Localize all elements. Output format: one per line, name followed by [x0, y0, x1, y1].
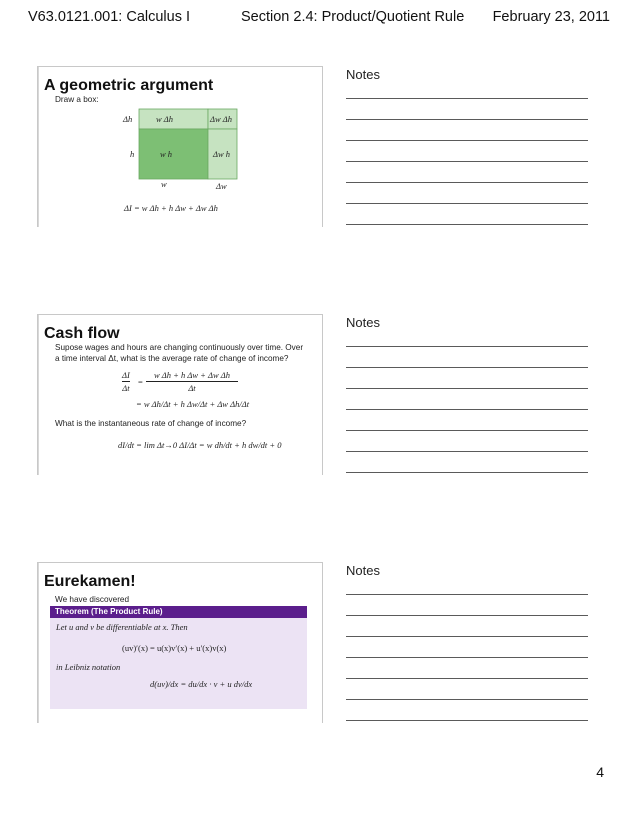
course-title: V63.0121.001: Calculus I: [28, 9, 191, 25]
row-label-dh: Δh: [123, 114, 133, 124]
average-rate-expanded: = w Δh/Δt + h Δw/Δt + Δw Δh/Δt: [136, 399, 250, 409]
note-line: [346, 720, 588, 721]
slide-intro: We have discovered: [55, 595, 130, 604]
note-line: [346, 346, 588, 347]
note-line: [346, 409, 588, 410]
fraction-average-rate: w Δh + h Δw + Δw Δh Δt: [146, 370, 238, 393]
theorem-hypothesis: Let u and v be differentiable at x. Then: [56, 622, 188, 632]
cell-label-dw-dh: Δw Δh: [210, 114, 233, 124]
note-line: [346, 699, 588, 700]
note-line: [346, 657, 588, 658]
theorem-header: [50, 606, 307, 618]
slide-title: Cash flow: [44, 325, 120, 342]
box-cell-w-dh: [139, 109, 208, 129]
note-line: [346, 636, 588, 637]
note-line: [346, 182, 588, 183]
notes-label: Notes: [346, 315, 380, 330]
delta-income-equation: ΔI = w Δh + h Δw + Δw Δh: [124, 203, 218, 213]
instantaneous-rate-equation: dI/dt = lim Δt→0 ΔI/Δt = w dh/dt + h dw/dt + 0: [118, 440, 282, 450]
question-text: What is the instantaneous rate of change of income?: [55, 419, 247, 428]
col-label-dw: Δw: [216, 181, 227, 191]
theorem-title: Theorem (The Product Rule): [55, 607, 163, 616]
cell-label-wh: w h: [160, 149, 173, 159]
note-line: [346, 615, 588, 616]
product-rule-equation: (uv)′(x) = u(x)v′(x) + u′(x)v(x): [122, 643, 227, 653]
theorem-box: [50, 606, 307, 709]
slide-text-line1: Supose wages and hours are changing continuously over time. Over: [55, 343, 304, 352]
box-cell-wh: [139, 129, 208, 179]
slide-text-line2: a time interval Δt, what is the average rate of change of income?: [55, 354, 289, 363]
note-line: [346, 472, 588, 473]
note-line: [346, 678, 588, 679]
equals-sign: =: [138, 377, 143, 387]
col-label-w: w: [161, 179, 167, 189]
fraction-dI-dt: ΔI Δt: [122, 370, 130, 393]
note-line: [346, 594, 588, 595]
page-number: 4: [596, 764, 604, 780]
note-line: [346, 140, 588, 141]
slide-eurekamen: [37, 562, 323, 723]
note-line: [346, 98, 588, 99]
slide-geometric-argument: [37, 66, 323, 227]
row-label-h: h: [130, 149, 135, 159]
section-title: Section 2.4: Product/Quotient Rule: [241, 9, 465, 25]
note-line: [346, 161, 588, 162]
note-line: [346, 430, 588, 431]
note-line: [346, 119, 588, 120]
note-line: [346, 367, 588, 368]
notes-label: Notes: [346, 67, 380, 82]
slide-title: Eurekamen!: [44, 573, 136, 590]
slide-cash-flow: [37, 314, 323, 475]
note-line: [346, 451, 588, 452]
slide-intro: Draw a box:: [55, 95, 99, 104]
leibniz-equation: d(uv)/dx = du/dx · v + u dv/dx: [150, 679, 253, 689]
slide-title: A geometric argument: [44, 77, 214, 94]
leibniz-label: in Leibniz notation: [56, 662, 121, 672]
note-line: [346, 224, 588, 225]
date: February 23, 2011: [492, 9, 610, 25]
cell-label-dw-h: Δw h: [213, 149, 231, 159]
note-line: [346, 388, 588, 389]
notes-label: Notes: [346, 563, 380, 578]
cell-label-w-dh: w Δh: [156, 114, 174, 124]
note-line: [346, 203, 588, 204]
